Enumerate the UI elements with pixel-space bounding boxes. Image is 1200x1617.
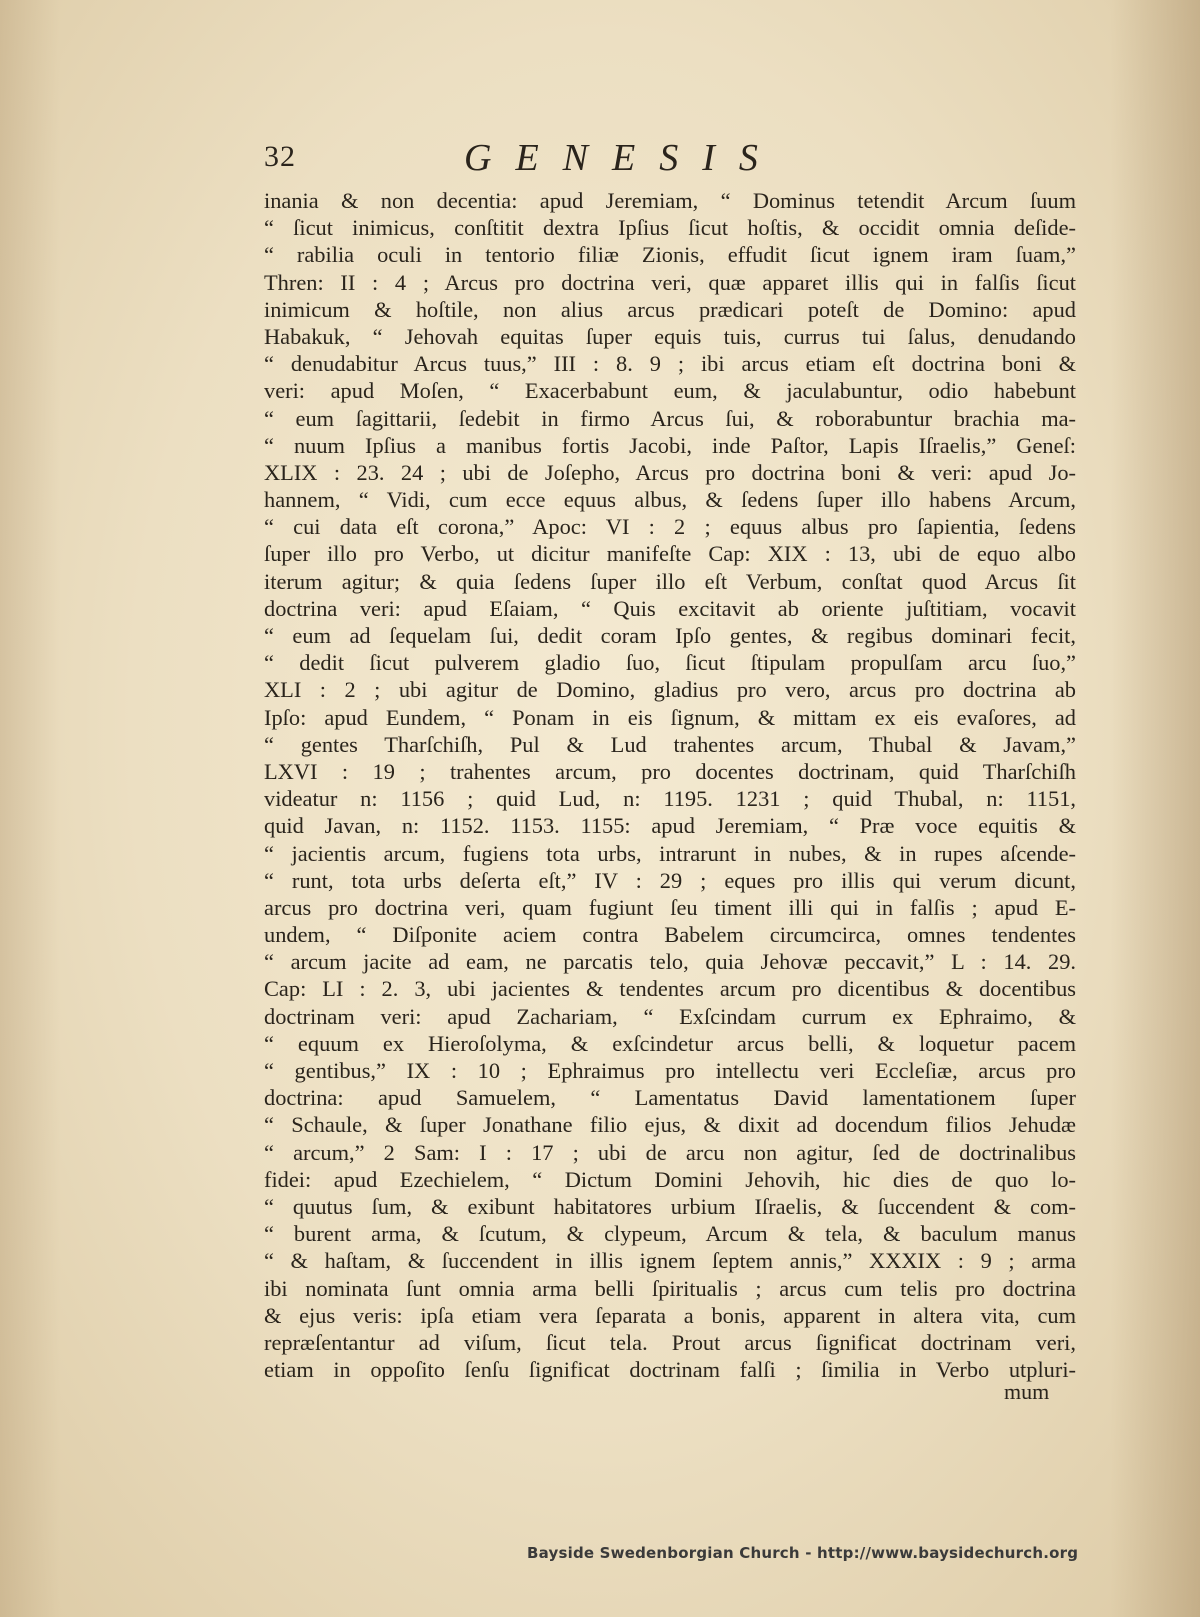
text-line: inania & non decentia: apud Jeremiam, “ Dominus tetendit Arcum ſuum: [264, 188, 1076, 213]
text-line: “ quutus ſum, & exibunt habitatores urbium Iſraelis, & ſuccendent & com-: [264, 1193, 1076, 1219]
text-line: “ denudabitur Arcus tuus,” III : 8. 9 ; ibi arcus etiam eſt doctrina boni &: [264, 351, 1076, 377]
text-line: Ipſo: apud Eundem, “ Ponam in eis ſignum, & mittam ex eis evaſores, ad: [264, 704, 1076, 730]
text-line: “ burent arma, & ſcutum, & clypeum, Arcum & tela, & baculum manus: [264, 1221, 1076, 1247]
text-line: “ Schaule, & ſuper Jonathane filio ejus, & dixit ad docendum filios Jehudæ: [264, 1112, 1076, 1138]
running-title: GENESIS: [464, 137, 782, 179]
text-line: “ rabilia oculi in tentorio filiæ Zionis, effudit ſicut ignem iram ſuam,”: [264, 242, 1076, 268]
text-line: Cap: LI : 2. 3, ubi jacientes & tendentes arcum pro dicentibus & docentibus: [264, 976, 1076, 1002]
text-line: Habakuk, “ Jehovah equitas ſuper equis tuis, currus tui ſalus, denudando: [264, 323, 1076, 349]
text-line: “ dedit ſicut pulverem gladio ſuo, ſicut ſtipulam propulſam arcu ſuo,”: [264, 650, 1076, 676]
text-line: “ & haſtam, & ſuccendent in illis ignem ſeptem annis,” XXXIX : 9 ; arma: [264, 1248, 1076, 1274]
text-line: ſuper illo pro Verbo, ut dicitur manifeſte Cap: XIX : 13, ubi de equo albo: [264, 541, 1076, 567]
text-line: “ runt, tota urbs deſerta eſt,” IV : 29 ; eques pro illis qui verum dicunt,: [264, 867, 1076, 893]
text-line: “ equum ex Hieroſolyma, & exſcindetur arcus belli, & loquetur pacem: [264, 1030, 1076, 1056]
text-line: quid Javan, n: 1152. 1153. 1155: apud Jeremiam, “ Præ voce equitis &: [264, 813, 1076, 839]
text-line: “ eum ſagittarii, ſedebit in firmo Arcus ſui, & roborabuntur brachia ma-: [264, 405, 1076, 431]
text-line: “ ſicut inimicus, conſtitit dextra Ipſius ſicut hoſtis, & occidit omnia deſide-: [264, 215, 1076, 241]
text-line: “ nuum Ipſius a manibus fortis Jacobi, inde Paſtor, Lapis Iſraelis,” Geneſ:: [264, 432, 1076, 458]
page-edge-shading-right: [1110, 0, 1200, 1617]
text-line: undem, “ Diſponite aciem contra Babelem circumcirca, omnes tendentes: [264, 922, 1076, 948]
text-line: “ cui data eſt corona,” Apoc: VI : 2 ; equus albus pro ſapientia, ſedens: [264, 514, 1076, 540]
text-line: XLI : 2 ; ubi agitur de Domino, gladius pro vero, arcus pro doctrina ab: [264, 677, 1076, 703]
text-line: XLIX : 23. 24 ; ubi de Joſepho, Arcus pro doctrina boni & veri: apud Jo-: [264, 459, 1076, 485]
text-line: hannem, “ Vidi, cum ecce equus albus, & ſedens ſuper illo habens Arcum,: [264, 487, 1076, 513]
text-line: “ arcum jacite ad eam, ne parcatis telo, quia Jehovæ peccavit,” L : 14. 29.: [264, 949, 1076, 975]
footer-credit: Bayside Swedenborgian Church - http://www.baysidechurch.org: [527, 1544, 1079, 1562]
text-line: Thren: II : 4 ; Arcus pro doctrina veri, quæ apparet illis qui in falſis ſicut: [264, 269, 1076, 295]
text-line: etiam in oppoſito ſenſu ſignificat doctrinam falſi ; ſimilia in Verbo utpluri-: [264, 1357, 1076, 1383]
page-edge-shading-left: [0, 0, 60, 1617]
text-line: ibi nominata ſunt omnia arma belli ſpiritualis ; arcus cum telis pro doctrina: [264, 1275, 1076, 1301]
text-line: doctrinam veri: apud Zachariam, “ Exſcindam currum ex Ephraimo, &: [264, 1003, 1076, 1029]
text-line: doctrina: apud Samuelem, “ Lamentatus David lamentationem ſuper: [264, 1085, 1076, 1111]
text-line: fidei: apud Ezechielem, “ Dictum Domini Jehovih, hic dies de quo lo-: [264, 1166, 1076, 1192]
text-line: iterum agitur; & quia ſedens ſuper illo eſt Verbum, conſtat quod Arcus ſit: [264, 568, 1076, 594]
text-line: videatur n: 1156 ; quid Lud, n: 1195. 1231 ; quid Thubal, n: 1151,: [264, 786, 1076, 812]
text-line: veri: apud Moſen, “ Exacerbabunt eum, & jaculabuntur, odio habebunt: [264, 378, 1076, 404]
text-line: & ejus veris: ipſa etiam vera ſeparata a bonis, apparent in altera vita, cum: [264, 1302, 1076, 1328]
body-text: [264, 187, 1076, 1383]
text-line: inimicum & hoſtile, non alius arcus prædicari poteſt de Domino: apud: [264, 296, 1076, 322]
text-line: arcus pro doctrina veri, quam fugiunt ſeu timent illi qui in falſis ; apud E-: [264, 894, 1076, 920]
page-header: [264, 137, 1076, 180]
page-number: 32: [264, 140, 296, 173]
text-line: “ gentibus,” IX : 10 ; Ephraimus pro intellectu veri Eccleſiæ, arcus pro: [264, 1058, 1076, 1083]
text-line: “ jacientis arcum, fugiens tota urbs, intrarunt in nubes, & in rupes aſcende-: [264, 840, 1076, 866]
text-line: “ eum ad ſequelam ſui, dedit coram Ipſo gentes, & regibus dominari fecit,: [264, 623, 1076, 648]
text-line: LXVI : 19 ; trahentes arcum, pro docentes doctrinam, quid Tharſchiſh: [264, 758, 1076, 784]
text-line: “ arcum,” 2 Sam: I : 17 ; ubi de arcu non agitur, ſed de doctrinalibus: [264, 1139, 1076, 1165]
catchword: mum: [1004, 1379, 1050, 1404]
text-line: “ gentes Tharſchiſh, Pul & Lud trahentes arcum, Thubal & Javam,”: [264, 731, 1076, 757]
text-line: repræſentantur ad viſum, ſicut tela. Prout arcus ſignificat doctrinam veri,: [264, 1329, 1076, 1355]
text-line: doctrina veri: apud Eſaiam, “ Quis excitavit ab oriente juſtitiam, vocavit: [264, 595, 1076, 621]
